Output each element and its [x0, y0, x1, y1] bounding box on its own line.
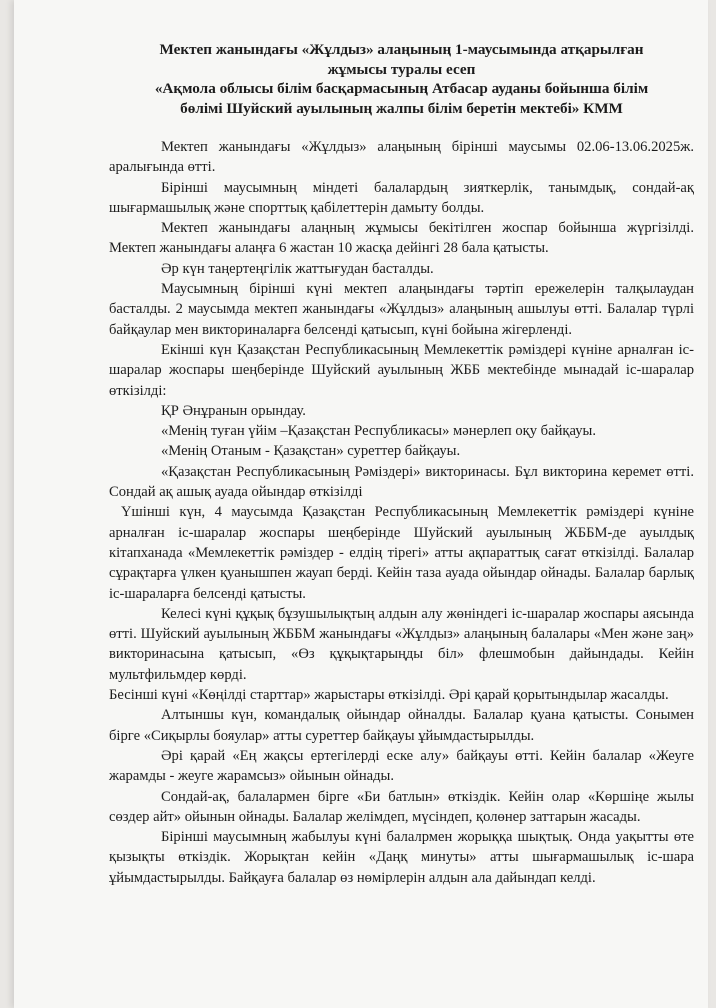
document-title [109, 40, 694, 118]
list-item-reading-contest: «Менің туған үйім –Қазақстан Республикасы» мәнерлеп оқу байқауы. [161, 423, 596, 440]
title-line-4: бөлімі Шуйский ауылының жалпы білім беретін мектебі» КММ [180, 99, 623, 117]
document-page [14, 0, 708, 1008]
paragraph-day-5: Бесінші күні «Көңілді старттар» жарыстары өткізілді. Әрі қарай қорытындылар жасалды. [109, 687, 669, 704]
paragraph-closing-day: Бірінші маусымның жабылуы күні балалрмен жорыққа шықтық. Онда уақытты өте қызықты өткіздік. Жорықтан кейін «Даңқ минуты» атты шығармашылық іс-шара ұйымдастырылды. Байқауға балалар өз нөмірлерін алдын ала дайындап келді. [109, 829, 694, 886]
title-line-3: «Ақмола облысы білім басқармасының Атбасар ауданы бойынша білім [154, 80, 649, 97]
paragraph-5: Маусымның бірінші күні мектеп алаңындағы тәртіп ережелерін талқылаудан басталды. 2 маусымда мектеп жанындағы «Жұлдыз» алаңының ашылуы өтті. Балалар түрлі байқаулар мен викториналарға белсенді қатысып, күні бойына жігерленді. [109, 281, 694, 338]
document-content [109, 40, 694, 888]
paragraph-1: Мектеп жанындағы «Жұлдыз» алаңының бірінші маусымы 02.06-13.06.2025ж. аралығында өтті. [109, 139, 694, 176]
paragraph-dance-battle: Сондай-ақ, балалармен бірге «Би батлын» өткіздік. Кейін олар «Көршіңе жылы сөздер айт» ойынын ойнады. Балалар желімдеп, мүсіндеп, қолөнер заттарын жасады. [109, 788, 694, 825]
list-item-drawing-contest: «Менің Отаным - Қазақстан» суреттер байқауы. [161, 443, 461, 460]
paragraph-day-4: Келесі күні құқық бұзушылықтың алдын алу жөніндегі іс-шаралар жоспары аясында өтті. Шуйский ауылының ЖББМ жанындағы «Жұлдыз» алаңының балалары «Мен және заң» викторинасына қатысып, «Өз құқықтарыңды біл» флешмобын дайындады. Кейін мультфильмдер көрді. [109, 605, 694, 683]
list-item-anthem: ҚР Әнұранын орындау. [161, 402, 306, 419]
paragraph-4: Әр күн таңертеңгілік жаттығудан басталды. [161, 260, 434, 277]
paragraph-3: Мектеп жанындағы алаңның жұмысы бекітілген жоспар бойынша жүргізілді. Мектеп жанындағы алаңға 6 жастан 10 жасқа дейінгі 28 бала қатысты. [109, 220, 694, 257]
paragraph-6: Екінші күн Қазақстан Республикасының Мемлекеттік рәміздері күніне арналған іс-шаралар жоспары шеңберінде Шуйский ауылының ЖББ мектебінде мынадай іс-шаралар өткізілді: [109, 341, 694, 399]
paragraph-fairy-tales: Әрі қарай «Ең жақсы ертегілерді еске алу» байқауы өтті. Кейін балалар «Жеуге жарамды - жеуге жарамсыз» ойынын ойнады. [109, 747, 694, 785]
paragraph-day-6: Алтыншы күн, командалық ойындар ойналды. Балалар қуана қатысты. Сонымен бірге «Сиқырлы бояулар» атты суреттер байқауы ұйымдастырылды. [109, 707, 694, 744]
title-line-1: Мектеп жанындағы «Жұлдыз» алаңының 1-маусымында атқарылған [159, 41, 644, 58]
paragraph-2: Бірінші маусымның міндеті балалардың зияткерлік, танымдық, сондай-ақ шығармашылық және спорттық қабілеттерін дамыту болды. [109, 179, 694, 216]
title-line-2: жұмысы туралы есеп [327, 60, 476, 78]
list-item-quiz: «Қазақстан Республикасының Рәміздері» викторинасы. Бұл викторина керемет өтті. Сондай ақ ашық ауада ойындар өткізілді [109, 463, 694, 501]
paragraph-day-3: Үшінші күн, 4 маусымда Қазақстан Республикасының Мемлекеттік рәміздері күніне арналған іс-шаралар жоспары шеңберінде Шуйский ауылының ЖББМ-де ауылдық кітапханада «Мемлекеттік рәміздер - елдің тірегі» атты ақпараттық сағат өткізілді. Балалар сұрақтарға үлкен қуанышпен жауап берді. Кейін таза ауада ойындар ойнады. Балалар барлық іс-шараларға белсенді қатысты. [109, 504, 694, 602]
